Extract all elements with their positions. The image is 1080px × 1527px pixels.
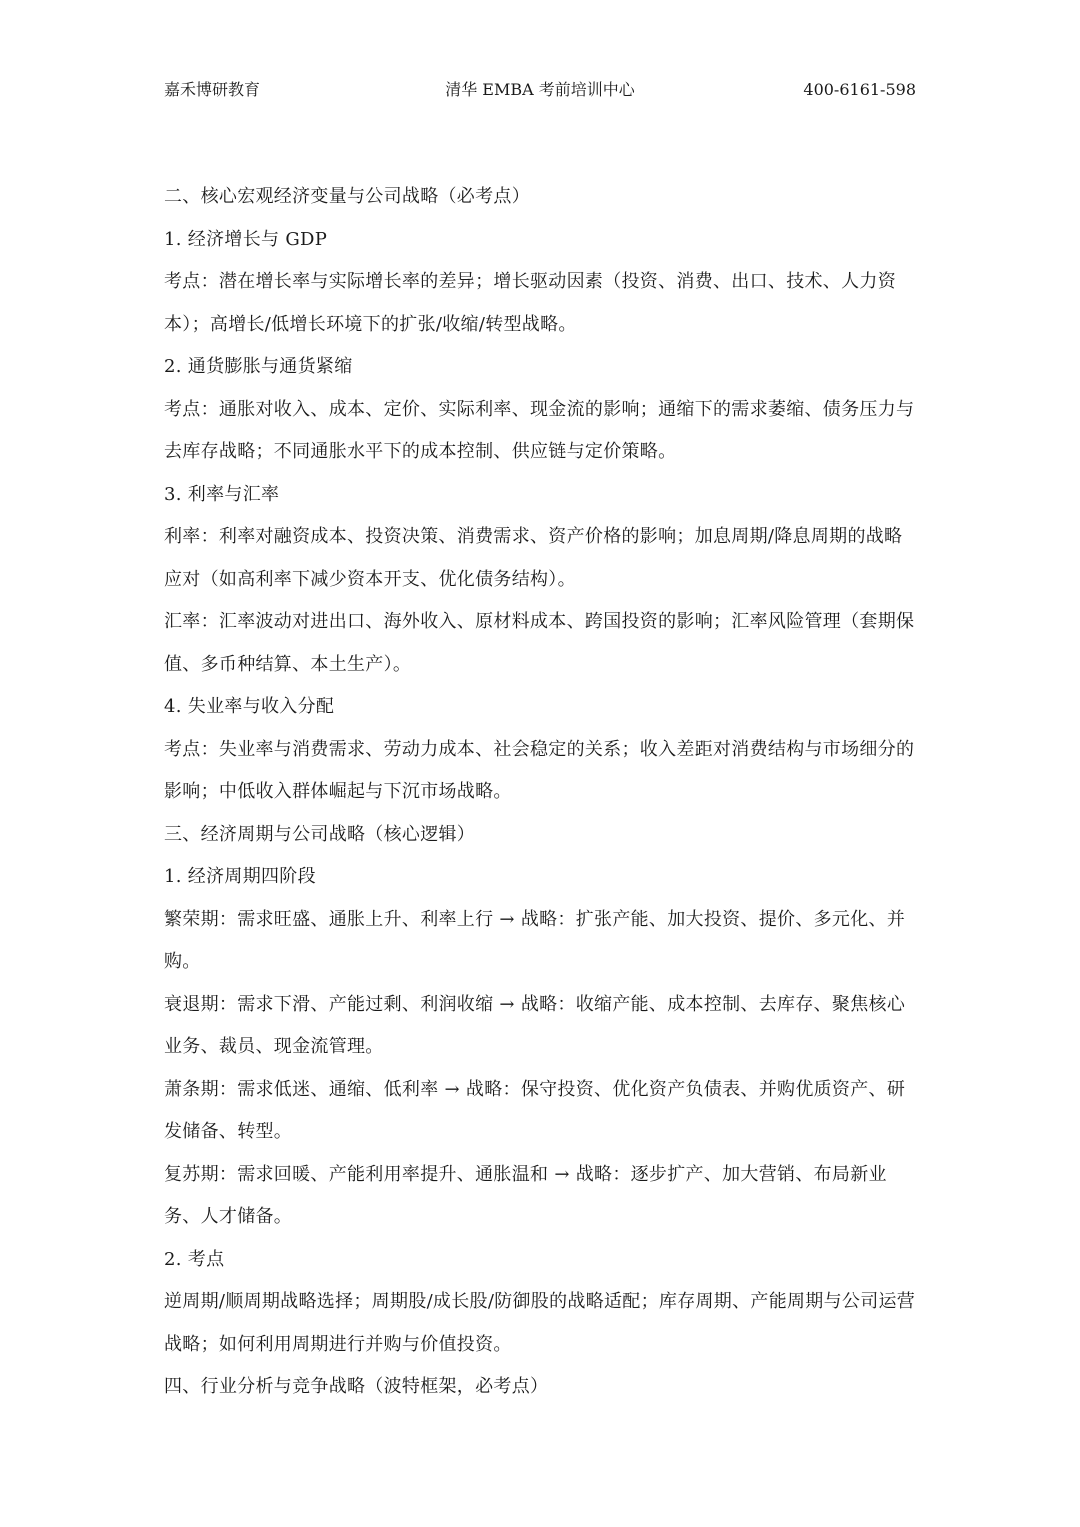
paragraph-cycle-points: 逆周期/顺周期战略选择；周期股/成长股/防御股的战略适配；库存周期、产能周期与公司运营战略；如何利用周期进行并购与价值投资。 [164,1291,916,1355]
section-heading-2: 二、核心宏观经济变量与公司战略（必考点） [164,186,530,207]
subheading-unemployment: 4. 失业率与收入分配 [164,696,335,717]
paragraph-depression: 萧条期：需求低迷、通缩、低利率 → 战略：保守投资、优化资产负债表、并购优质资产、研发储备、转型。 [164,1078,906,1142]
paragraph-inflation-points: 考点：通胀对收入、成本、定价、实际利率、现金流的影响；通缩下的需求萎缩、债务压力与去库存战略；不同通胀水平下的成本控制、供应链与定价策略。 [164,398,915,462]
subheading-rates: 3. 利率与汇率 [164,483,280,505]
document-body [164,176,916,1409]
page-header [164,76,916,104]
subheading-inflation: 2. 通货膨胀与通货紧缩 [164,356,353,377]
header-phone: 400-6161-598 [803,80,916,99]
header-organization: 嘉禾博研教育 [164,80,261,99]
paragraph-recovery: 复苏期：需求回暖、产能利用率提升、通胀温和 → 战略：逐步扩产、加大营销、布局新业务、人才储备。 [164,1163,887,1227]
header-title: 清华 EMBA 考前培训中心 [445,80,635,99]
subheading-gdp: 1. 经济增长与 GDP [164,228,328,250]
paragraph-recession: 衰退期：需求下滑、产能过剩、利润收缩 → 战略：收缩产能、成本控制、去库存、聚焦核心业务、裁员、现金流管理。 [164,993,906,1057]
subheading-exam-points: 2. 考点 [164,1248,225,1270]
section-heading-4: 四、行业分析与竞争战略（波特框架，必考点） [164,1376,549,1397]
paragraph-interest-rate: 利率：利率对融资成本、投资决策、消费需求、资产价格的影响；加息周期/降息周期的战略应对（如高利率下减少资本开支、优化债务结构）。 [164,526,903,590]
section-heading-3: 三、经济周期与公司战略（核心逻辑） [164,823,476,845]
subheading-cycle-stages: 1. 经济周期四阶段 [164,866,316,887]
paragraph-unemployment-points: 考点：失业率与消费需求、劳动力成本、社会稳定的关系；收入差距对消费结构与市场细分的影响；中低收入群体崛起与下沉市场战略。 [164,738,915,802]
paragraph-gdp-points: 考点：潜在增长率与实际增长率的差异；增长驱动因素（投资、消费、出口、技术、人力资本）；高增长/低增长环境下的扩张/收缩/转型战略。 [164,271,896,335]
paragraph-exchange-rate: 汇率：汇率波动对进出口、海外收入、原材料成本、跨国投资的影响；汇率风险管理（套期保值、多币种结算、本土生产）。 [164,611,915,675]
paragraph-boom: 繁荣期：需求旺盛、通胀上升、利率上行 → 战略：扩张产能、加大投资、提价、多元化、并购。 [164,908,906,972]
